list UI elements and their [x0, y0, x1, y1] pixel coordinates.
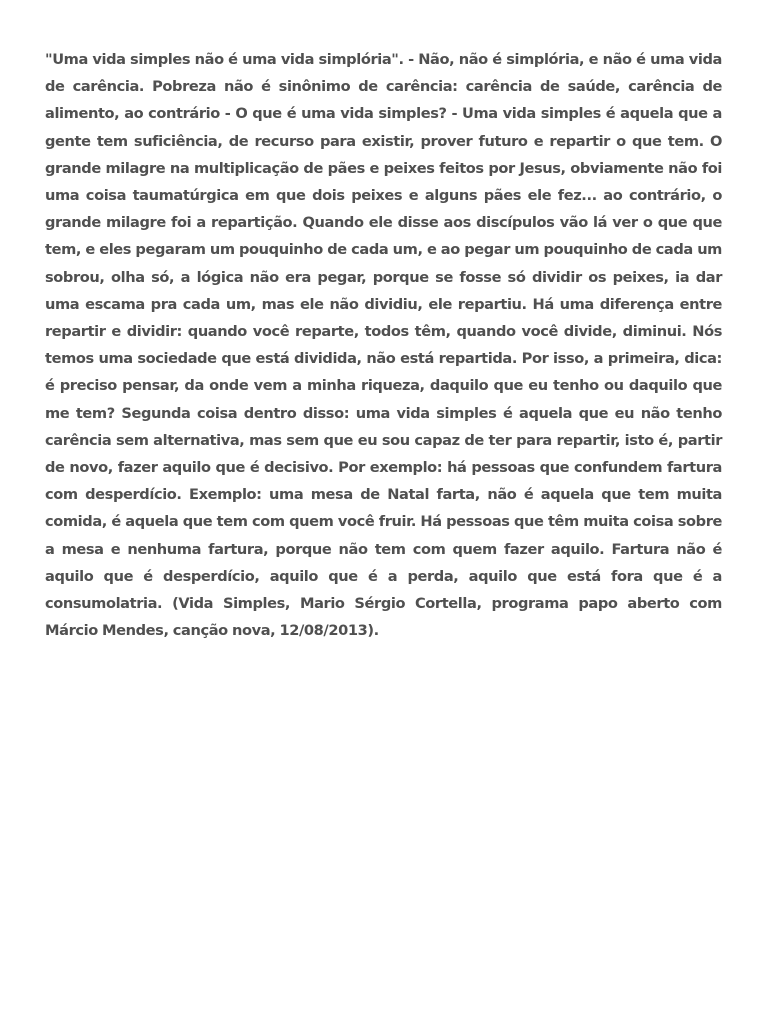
quote-paragraph: "Uma vida simples não é uma vida simplória". - Não, não é simplória, e não é uma vida de carência. Pobreza não é sinônimo de carência: carência de saúde, carência de alimento, ao contrário - O que é uma vida simples? - Uma vida simples é aquela que a gente tem suficiência, de recurso para existir, prover futuro e repartir o que tem. O grande milagre na multiplicação de pães e peixes feitos por Jesus, obviamente não foi uma coisa taumatúrgica em que dois peixes e alguns pães ele fez... ao contrário, o grande milagre foi a repartição. Quando ele disse aos discípulos vão lá ver o que que tem, e eles pegaram um pouquinho de cada um, e ao pegar um pouquinho de cada um sobrou, olha só, a lógica não era pegar, porque se fosse só dividir os peixes, ia dar uma escama pra cada um, mas ele não dividiu, ele repartiu. Há uma diferença entre repartir e dividir: quando você reparte, todos têm, quando você divide, diminui. Nós temos uma sociedade que está dividida, não está repartida. Por isso, a primeira, dica: é preciso pensar, da onde vem a minha riqueza, daquilo que eu tenho ou daquilo que me tem? Segunda coisa dentro disso: uma vida simples é aquela que eu não tenho carência sem alternativa, mas sem que eu sou capaz de ter para repartir, isto é, partir de novo, fazer aquilo que é decisivo. Por exemplo: há pessoas que confundem fartura com desperdício. Exemplo: uma mesa de Natal farta, não é aquela que tem muita comida, é aquela que tem com quem você fruir. Há pessoas que têm muita coisa sobre a mesa e nenhuma fartura, porque não tem com quem fazer aquilo. Fartura não é aquilo que é desperdício, aquilo que é a perda, aquilo que está fora que é a consumolatria. (Vida Simples, Mario Sérgio Cortella, programa papo aberto com Márcio Mendes, canção nova, 12/08/2013).: [45, 51, 722, 640]
document-page: [45, 46, 722, 644]
